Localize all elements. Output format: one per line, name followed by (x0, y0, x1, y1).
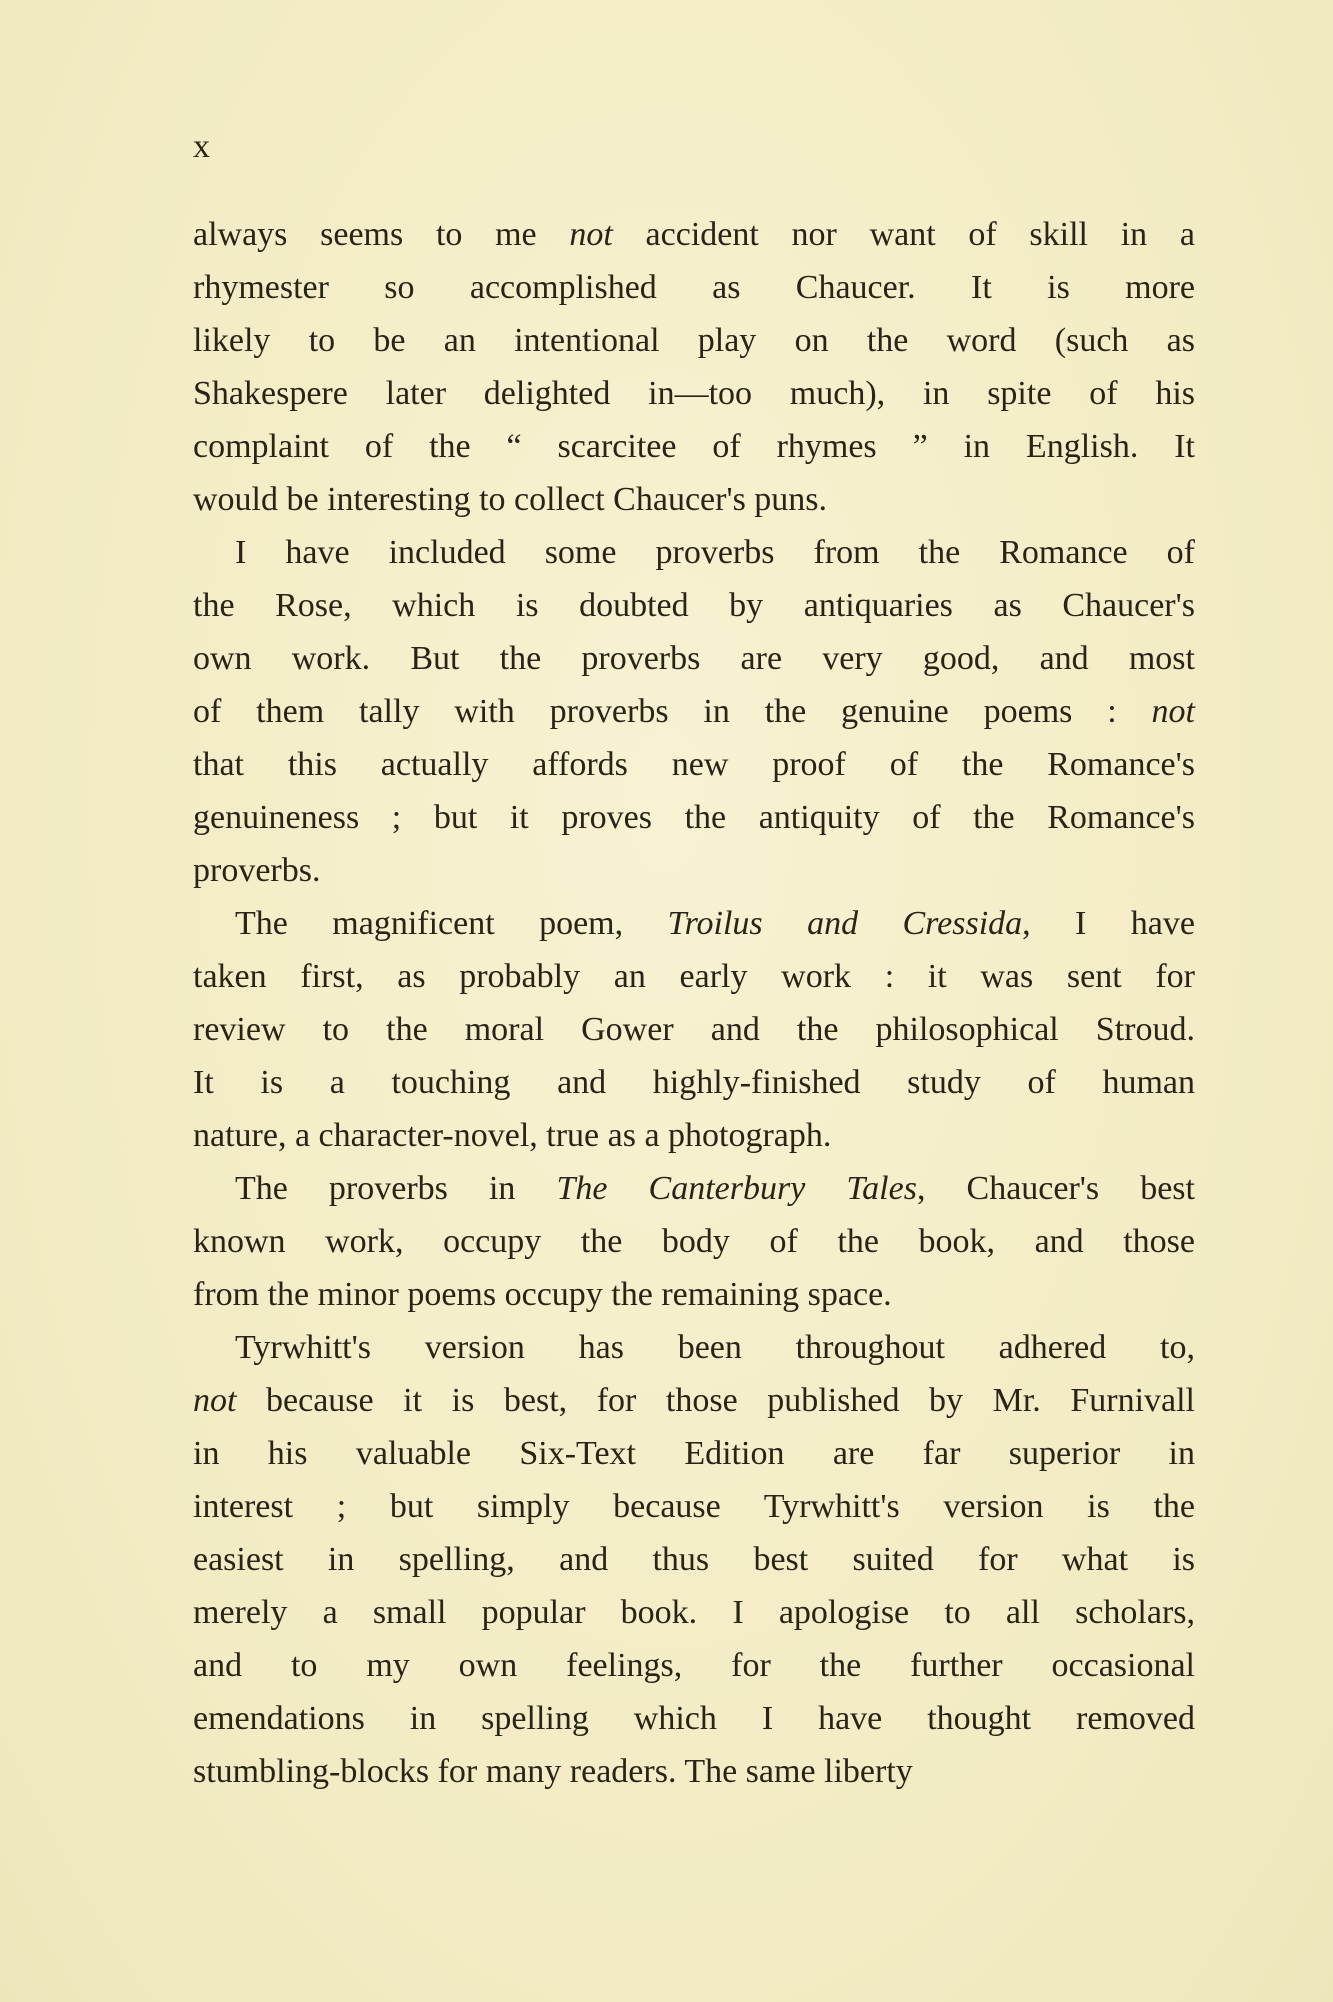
text-line: known work, occupy the body of the book, and those (193, 1223, 1195, 1260)
text-line: It is a touching and highly-finished study of human (193, 1064, 1195, 1101)
text-line: that this actually affords new proof of the Romance's (193, 746, 1195, 783)
text-line: not because it is best, for those published by Mr. Furnivall (193, 1382, 1195, 1419)
paragraph (193, 1162, 1195, 1321)
text-line: interest ; but simply because Tyrwhitt's version is the (193, 1488, 1195, 1525)
text-line: the Rose, which is doubted by antiquaries as Chaucer's (193, 587, 1195, 624)
text-line: Tyrwhitt's version has been throughout adhered to, (235, 1329, 1195, 1366)
text-line: Shakespere later delighted in—too much), in spite of his (193, 375, 1195, 412)
text-line: stumbling-blocks for many readers. The same liberty (193, 1753, 913, 1790)
text-line: taken first, as probably an early work : it was sent for (193, 958, 1195, 995)
text-line: emendations in spelling which I have thought removed (193, 1700, 1195, 1737)
text-line: merely a small popular book. I apologise to all scholars, (193, 1594, 1195, 1631)
text-line: genuineness ; but it proves the antiquity of the Romance's (193, 799, 1195, 836)
text-line: The magnificent poem, Troilus and Cressida, I have (235, 905, 1195, 942)
text-line: I have included some proverbs from the Romance of (235, 534, 1195, 571)
text-line: own work. But the proverbs are very good, and most (193, 640, 1195, 677)
text-line: proverbs. (193, 852, 321, 889)
text-line: easiest in spelling, and thus best suited for what is (193, 1541, 1195, 1578)
text-line: in his valuable Six-Text Edition are far superior in (193, 1435, 1195, 1472)
paragraph (193, 208, 1195, 526)
text-line: from the minor poems occupy the remaining space. (193, 1276, 892, 1313)
text-line: The proverbs in The Canterbury Tales, Chaucer's best (235, 1170, 1195, 1207)
text-line: complaint of the “ scarcitee of rhymes ” in English. It (193, 428, 1195, 465)
text-line: nature, a character-novel, true as a photograph. (193, 1117, 832, 1154)
paragraph (193, 897, 1195, 1162)
text-line: and to my own feelings, for the further occasional (193, 1647, 1195, 1684)
text-line: rhymester so accomplished as Chaucer. It is more (193, 269, 1195, 306)
body-text (193, 208, 1195, 1798)
text-line: of them tally with proverbs in the genuine poems : not (193, 693, 1195, 730)
paragraph (193, 1321, 1195, 1798)
text-line: review to the moral Gower and the philosophical Stroud. (193, 1011, 1195, 1048)
text-line: likely to be an intentional play on the word (such as (193, 322, 1195, 359)
paragraph (193, 526, 1195, 897)
text-line: always seems to me not accident nor want of skill in a (193, 216, 1195, 253)
text-line: would be interesting to collect Chaucer's puns. (193, 481, 828, 518)
page-number: x (193, 128, 211, 165)
